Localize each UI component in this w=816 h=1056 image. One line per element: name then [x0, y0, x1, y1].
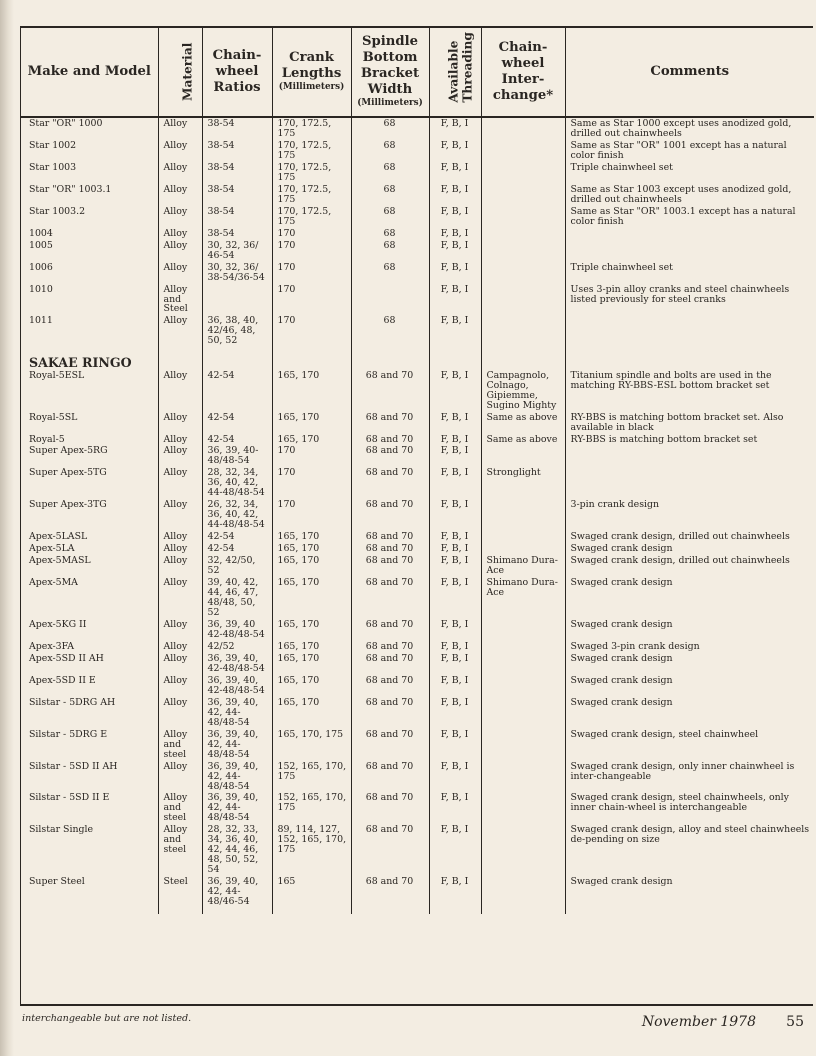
- table-row: [21, 824, 814, 876]
- spindle-width-cell: 68 and 70: [351, 445, 429, 467]
- spindle-width-cell: 68 and 70: [351, 577, 429, 619]
- ratios-cell: 38-54: [202, 162, 272, 184]
- spindle-width-cell: 68: [351, 315, 429, 347]
- ratios-cell: 36, 39, 40, 42, 44-48/48-54: [202, 761, 272, 793]
- ratios-cell: 36, 39, 40-48/48-54: [202, 445, 272, 467]
- issue-date: November 1978: [641, 1014, 756, 1030]
- crank-lengths-cell: 165, 170: [272, 555, 351, 577]
- crank-lengths-cell: 170, 172.5, 175: [272, 140, 351, 162]
- comments-cell: Swaged crank design, steel chainwheels, only inner chain-wheel is interchangeable: [565, 792, 814, 824]
- header-crank-lengths: Crank Lengths (Millimeters): [272, 28, 351, 117]
- interchange-cell: [481, 653, 565, 675]
- table-row: [21, 140, 814, 162]
- comments-cell: Titanium spindle and bolts are used in the matching RY-BBS-ESL bottom bracket set: [565, 370, 814, 412]
- interchange-cell: [481, 876, 565, 908]
- material-cell: Alloy: [158, 761, 202, 793]
- crank-lengths-cell: 170: [272, 228, 351, 240]
- table-row: [21, 240, 814, 262]
- material-cell: Alloy: [158, 162, 202, 184]
- ratios-cell: 42-54: [202, 434, 272, 446]
- crank-lengths-cell: 170: [272, 262, 351, 284]
- table-row: [21, 697, 814, 729]
- table-row: [21, 876, 814, 908]
- table-row: [21, 206, 814, 228]
- spindle-width-cell: 68 and 70: [351, 697, 429, 729]
- comments-cell: Swaged crank design, drilled out chainwheels: [565, 555, 814, 577]
- threading-cell: F, B, I: [429, 792, 481, 824]
- ratios-cell: 36, 39, 40, 42, 44-48/48-54: [202, 697, 272, 729]
- comments-cell: Same as Star "OR" 1003.1 except has a natural color finish: [565, 206, 814, 228]
- model-cell: Apex-5SD II E: [29, 674, 96, 686]
- threading-cell: F, B, I: [429, 117, 481, 140]
- material-cell: Alloy: [158, 697, 202, 729]
- crank-lengths-cell: 170: [272, 315, 351, 347]
- crank-lengths-cell: 170: [272, 284, 351, 316]
- table-row: [21, 653, 814, 675]
- material-cell: Alloy: [158, 577, 202, 619]
- comments-cell: [565, 445, 814, 467]
- ratios-cell: 42-54: [202, 543, 272, 555]
- material-cell: Alloy: [158, 262, 202, 284]
- ratios-cell: 36, 39, 40 42-48/48-54: [202, 619, 272, 641]
- material-cell: Alloy: [158, 206, 202, 228]
- model-cell: Super Steel: [29, 876, 85, 888]
- crank-lengths-cell: 152, 165, 170, 175: [272, 761, 351, 793]
- threading-cell: F, B, I: [429, 653, 481, 675]
- threading-cell: F, B, I: [429, 675, 481, 697]
- chainwheel-spec-table: [21, 28, 814, 914]
- comments-cell: [565, 315, 814, 347]
- interchange-cell: Stronglight: [481, 467, 565, 499]
- threading-cell: F, B, I: [429, 228, 481, 240]
- threading-cell: F, B, I: [429, 370, 481, 412]
- model-cell: Star 1002: [29, 139, 77, 151]
- ratios-cell: 32, 42/50, 52: [202, 555, 272, 577]
- interchange-cell: [481, 761, 565, 793]
- material-cell: Alloy: [158, 675, 202, 697]
- interchange-cell: [481, 729, 565, 761]
- threading-cell: F, B, I: [429, 445, 481, 467]
- crank-lengths-cell: 165, 170: [272, 434, 351, 446]
- spindle-width-cell: 68 and 70: [351, 653, 429, 675]
- model-cell: Star 1003: [29, 161, 77, 173]
- ratios-cell: 42-54: [202, 370, 272, 412]
- table-row: [21, 531, 814, 543]
- interchange-cell: [481, 675, 565, 697]
- threading-cell: F, B, I: [429, 531, 481, 543]
- material-cell: Alloy: [158, 555, 202, 577]
- model-cell: Silstar - 5DRG AH: [29, 696, 116, 708]
- interchange-cell: [481, 531, 565, 543]
- threading-cell: F, B, I: [429, 499, 481, 531]
- interchange-cell: [481, 697, 565, 729]
- comments-cell: Triple chainwheel set: [565, 162, 814, 184]
- ratios-cell: 39, 40, 42, 44, 46, 47, 48/48, 50, 52: [202, 577, 272, 619]
- interchange-cell: [481, 619, 565, 641]
- crank-lengths-cell: 165, 170: [272, 412, 351, 434]
- threading-cell: F, B, I: [429, 761, 481, 793]
- comments-cell: RY-BBS is matching bottom bracket set. Also available in black: [565, 412, 814, 434]
- threading-cell: F, B, I: [429, 824, 481, 876]
- threading-cell: F, B, I: [429, 641, 481, 653]
- section-title: SAKAE RINGO: [29, 355, 132, 370]
- spindle-width-cell: 68: [351, 117, 429, 140]
- threading-cell: F, B, I: [429, 697, 481, 729]
- spindle-width-cell: 68 and 70: [351, 499, 429, 531]
- model-cell: Super Apex-3TG: [29, 499, 107, 511]
- header-chainwheel-interchange: Chain-wheel Inter-change*: [481, 28, 565, 117]
- threading-cell: F, B, I: [429, 729, 481, 761]
- spindle-width-cell: 68: [351, 240, 429, 262]
- comments-cell: Swaged crank design, alloy and steel chainwheels de-pending on size: [565, 824, 814, 876]
- ratios-cell: 38-54: [202, 117, 272, 140]
- threading-cell: F, B, I: [429, 543, 481, 555]
- comments-cell: Swaged 3-pin crank design: [565, 641, 814, 653]
- model-cell: Apex-5LA: [29, 543, 75, 555]
- spindle-width-cell: 68 and 70: [351, 675, 429, 697]
- model-cell: Apex-5MASL: [29, 555, 91, 567]
- table-row: [21, 577, 814, 619]
- crank-lengths-cell: 89, 114, 127, 152, 165, 170, 175: [272, 824, 351, 876]
- crank-lengths-cell: 165, 170, 175: [272, 729, 351, 761]
- comments-cell: Swaged crank design: [565, 619, 814, 641]
- threading-cell: F, B, I: [429, 206, 481, 228]
- page-number: 55: [786, 1014, 804, 1030]
- spindle-width-cell: 68 and 70: [351, 641, 429, 653]
- header-chainwheel-ratios: Chain-wheel Ratios: [202, 28, 272, 117]
- spindle-width-cell: 68 and 70: [351, 555, 429, 577]
- table-row: [21, 370, 814, 412]
- threading-cell: F, B, I: [429, 577, 481, 619]
- interchange-cell: [481, 543, 565, 555]
- threading-cell: F, B, I: [429, 315, 481, 347]
- crank-lengths-cell: 165, 170: [272, 697, 351, 729]
- model-cell: Apex-3FA: [29, 640, 75, 652]
- crank-lengths-cell: 165, 170: [272, 577, 351, 619]
- material-cell: Alloy: [158, 117, 202, 140]
- threading-cell: F, B, I: [429, 162, 481, 184]
- threading-cell: F, B, I: [429, 140, 481, 162]
- material-cell: Alloy and steel: [158, 792, 202, 824]
- comments-cell: Swaged crank design: [565, 876, 814, 908]
- spindle-width-cell: 68: [351, 206, 429, 228]
- model-cell: Royal-5SL: [29, 411, 78, 423]
- crank-lengths-cell: 170: [272, 445, 351, 467]
- crank-lengths-cell: 170, 172.5, 175: [272, 206, 351, 228]
- table-row: [21, 467, 814, 499]
- comments-cell: [565, 240, 814, 262]
- material-cell: Alloy: [158, 531, 202, 543]
- interchange-cell: [481, 792, 565, 824]
- ratios-cell: 42-54: [202, 412, 272, 434]
- interchange-cell: [481, 499, 565, 531]
- threading-cell: F, B, I: [429, 434, 481, 446]
- interchange-cell: Campagnolo, Colnago, Gipiemme, Sugino Mighty: [481, 370, 565, 412]
- ratios-cell: 42-54: [202, 531, 272, 543]
- interchange-cell: Same as above: [481, 412, 565, 434]
- table-row: [21, 315, 814, 347]
- threading-cell: F, B, I: [429, 876, 481, 908]
- model-cell: 1010: [29, 283, 53, 295]
- comments-cell: Swaged crank design: [565, 543, 814, 555]
- comments-cell: Swaged crank design: [565, 697, 814, 729]
- threading-cell: F, B, I: [429, 184, 481, 206]
- comments-cell: Triple chainwheel set: [565, 262, 814, 284]
- section-row: [21, 353, 814, 369]
- ratios-cell: 36, 39, 40, 42, 44-48/48-54: [202, 792, 272, 824]
- table-row: [21, 792, 814, 824]
- spindle-width-cell: 68 and 70: [351, 619, 429, 641]
- table-row: [21, 184, 814, 206]
- material-cell: Alloy: [158, 653, 202, 675]
- interchange-cell: Shimano Dura-Ace: [481, 577, 565, 619]
- spec-table-frame: [20, 26, 813, 1006]
- spindle-width-cell: 68: [351, 262, 429, 284]
- ratios-cell: 36, 38, 40, 42/46, 48, 50, 52: [202, 315, 272, 347]
- ratios-cell: 30, 32, 36/ 46-54: [202, 240, 272, 262]
- model-cell: Silstar - 5DRG E: [29, 728, 108, 740]
- material-cell: Alloy: [158, 434, 202, 446]
- crank-lengths-cell: 165, 170: [272, 531, 351, 543]
- comments-cell: RY-BBS is matching bottom bracket set: [565, 434, 814, 446]
- page-binding-edge: [0, 0, 14, 1056]
- comments-cell: Same as Star 1003 except uses anodized gold, drilled out chainwheels: [565, 184, 814, 206]
- spindle-width-cell: 68 and 70: [351, 543, 429, 555]
- ratios-cell: 38-54: [202, 184, 272, 206]
- table-row: [21, 262, 814, 284]
- spindle-width-cell: 68 and 70: [351, 467, 429, 499]
- spindle-width-cell: 68 and 70: [351, 761, 429, 793]
- model-cell: 1011: [29, 315, 53, 327]
- threading-cell: F, B, I: [429, 284, 481, 316]
- table-header-row: [21, 28, 814, 117]
- crank-lengths-cell: 165, 170: [272, 675, 351, 697]
- ratios-cell: 30, 32, 36/ 38-54/36-54: [202, 262, 272, 284]
- interchange-cell: Same as above: [481, 434, 565, 446]
- header-available-threading: Available Threading: [429, 28, 481, 117]
- crank-lengths-cell: 170: [272, 499, 351, 531]
- table-row: [21, 555, 814, 577]
- spindle-width-cell: 68 and 70: [351, 729, 429, 761]
- interchange-cell: Shimano Dura-Ace: [481, 555, 565, 577]
- interchange-cell: [481, 315, 565, 347]
- crank-lengths-cell: 165: [272, 876, 351, 908]
- model-cell: Silstar Single: [29, 824, 94, 836]
- comments-cell: Same as Star "OR" 1001 except has a natural color finish: [565, 140, 814, 162]
- material-cell: Alloy: [158, 543, 202, 555]
- interchange-cell: [481, 824, 565, 876]
- crank-lengths-cell: 170: [272, 240, 351, 262]
- threading-cell: F, B, I: [429, 467, 481, 499]
- ratios-cell: 42/52: [202, 641, 272, 653]
- interchange-cell: [481, 162, 565, 184]
- table-row: [21, 761, 814, 793]
- comments-cell: Same as Star 1000 except uses anodized gold, drilled out chainwheels: [565, 117, 814, 140]
- material-cell: Alloy: [158, 140, 202, 162]
- table-row: [21, 117, 814, 140]
- interchange-cell: [481, 445, 565, 467]
- table-row: [21, 228, 814, 240]
- spacer-row: [21, 908, 814, 914]
- footnote: interchangeable but are not listed.: [22, 1013, 192, 1024]
- model-cell: 1006: [29, 261, 53, 273]
- material-cell: Alloy: [158, 467, 202, 499]
- table-row: [21, 412, 814, 434]
- material-cell: Alloy: [158, 240, 202, 262]
- comments-cell: 3-pin crank design: [565, 499, 814, 531]
- comments-cell: Swaged crank design, drilled out chainwheels: [565, 531, 814, 543]
- table-row: [21, 729, 814, 761]
- model-cell: Apex-5SD II AH: [29, 652, 104, 664]
- ratios-cell: [202, 284, 272, 316]
- comments-cell: Swaged crank design: [565, 653, 814, 675]
- header-make-model: Make and Model: [21, 28, 158, 117]
- material-cell: Alloy: [158, 641, 202, 653]
- crank-lengths-cell: 165, 170: [272, 370, 351, 412]
- comments-cell: Uses 3-pin alloy cranks and steel chainwheels listed previously for steel cranks: [565, 284, 814, 316]
- spindle-width-cell: [351, 284, 429, 316]
- crank-lengths-cell: 152, 165, 170, 175: [272, 792, 351, 824]
- ratios-cell: 38-54: [202, 206, 272, 228]
- spindle-width-cell: 68 and 70: [351, 876, 429, 908]
- table-row: [21, 162, 814, 184]
- spindle-width-cell: 68 and 70: [351, 531, 429, 543]
- model-cell: Star "OR" 1003.1: [29, 183, 112, 195]
- model-cell: Royal-5: [29, 433, 65, 445]
- table-row: [21, 641, 814, 653]
- material-cell: Alloy: [158, 619, 202, 641]
- model-cell: Silstar - 5SD II E: [29, 792, 110, 804]
- interchange-cell: [481, 262, 565, 284]
- material-cell: Steel: [158, 876, 202, 908]
- model-cell: Super Apex-5TG: [29, 467, 107, 479]
- spindle-width-cell: 68: [351, 162, 429, 184]
- crank-lengths-cell: 170: [272, 467, 351, 499]
- ratios-cell: 36, 39, 40, 42-48/48-54: [202, 675, 272, 697]
- comments-cell: Swaged crank design: [565, 577, 814, 619]
- crank-lengths-cell: 165, 170: [272, 619, 351, 641]
- threading-cell: F, B, I: [429, 240, 481, 262]
- material-cell: Alloy: [158, 499, 202, 531]
- ratios-cell: 28, 32, 34, 36, 40, 42, 44-48/48-54: [202, 467, 272, 499]
- spindle-width-cell: 68: [351, 140, 429, 162]
- model-cell: Apex-5KG II: [29, 618, 87, 630]
- model-cell: Apex-5LASL: [29, 531, 88, 543]
- spindle-width-cell: 68 and 70: [351, 370, 429, 412]
- threading-cell: F, B, I: [429, 412, 481, 434]
- material-cell: Alloy: [158, 370, 202, 412]
- model-cell: Royal-5ESL: [29, 369, 85, 381]
- table-row: [21, 445, 814, 467]
- spindle-width-cell: 68 and 70: [351, 824, 429, 876]
- ratios-cell: 36, 39, 40, 42, 44-48/46-54: [202, 876, 272, 908]
- crank-lengths-cell: 165, 170: [272, 543, 351, 555]
- ratios-cell: 38-54: [202, 228, 272, 240]
- crank-lengths-cell: 165, 170: [272, 653, 351, 675]
- model-cell: 1005: [29, 239, 53, 251]
- table-row: [21, 675, 814, 697]
- material-cell: Alloy: [158, 412, 202, 434]
- table-row: [21, 499, 814, 531]
- threading-cell: F, B, I: [429, 619, 481, 641]
- crank-lengths-cell: 170, 172.5, 175: [272, 184, 351, 206]
- model-cell: 1004: [29, 227, 53, 239]
- model-cell: Star 1003.2: [29, 205, 86, 217]
- threading-cell: F, B, I: [429, 262, 481, 284]
- interchange-cell: [481, 117, 565, 140]
- material-cell: Alloy and Steel: [158, 284, 202, 316]
- ratios-cell: 26, 32, 34, 36, 40, 42, 44-48/48-54: [202, 499, 272, 531]
- spindle-width-cell: 68 and 70: [351, 434, 429, 446]
- comments-cell: Swaged crank design, steel chainwheel: [565, 729, 814, 761]
- interchange-cell: [481, 140, 565, 162]
- material-cell: Alloy: [158, 445, 202, 467]
- spindle-width-cell: 68: [351, 184, 429, 206]
- model-cell: Apex-5MA: [29, 577, 78, 589]
- comments-cell: [565, 228, 814, 240]
- ratios-cell: 36, 39, 40, 42, 44-48/48-54: [202, 729, 272, 761]
- comments-cell: Swaged crank design, only inner chainwheel is inter-changeable: [565, 761, 814, 793]
- spindle-width-cell: 68 and 70: [351, 412, 429, 434]
- header-material: Material: [158, 28, 202, 117]
- material-cell: Alloy: [158, 228, 202, 240]
- comments-cell: [565, 467, 814, 499]
- interchange-cell: [481, 284, 565, 316]
- model-cell: Super Apex-5RG: [29, 445, 108, 457]
- interchange-cell: [481, 184, 565, 206]
- model-cell: Silstar - 5SD II AH: [29, 760, 118, 772]
- interchange-cell: [481, 228, 565, 240]
- crank-lengths-cell: 170, 172.5, 175: [272, 162, 351, 184]
- interchange-cell: [481, 240, 565, 262]
- ratios-cell: 28, 32, 33, 34, 36, 40, 42, 44, 46, 48, 50, 52, 54: [202, 824, 272, 876]
- table-row: [21, 434, 814, 446]
- crank-lengths-cell: 165, 170: [272, 641, 351, 653]
- ratios-cell: 36, 39, 40, 42-48/48-54: [202, 653, 272, 675]
- header-comments: Comments: [565, 28, 814, 117]
- model-cell: Star "OR" 1000: [29, 118, 103, 129]
- ratios-cell: 38-54: [202, 140, 272, 162]
- table-row: [21, 543, 814, 555]
- header-spindle-width: Spindle Bottom Bracket Width (Millimeters): [351, 28, 429, 117]
- crank-lengths-cell: 170, 172.5, 175: [272, 117, 351, 140]
- interchange-cell: [481, 641, 565, 653]
- threading-cell: F, B, I: [429, 555, 481, 577]
- spindle-width-cell: 68 and 70: [351, 792, 429, 824]
- table-row: [21, 619, 814, 641]
- interchange-cell: [481, 206, 565, 228]
- material-cell: Alloy and steel: [158, 824, 202, 876]
- material-cell: Alloy: [158, 315, 202, 347]
- material-cell: Alloy and steel: [158, 729, 202, 761]
- table-row: [21, 284, 814, 316]
- comments-cell: Swaged crank design: [565, 675, 814, 697]
- spindle-width-cell: 68: [351, 228, 429, 240]
- material-cell: Alloy: [158, 184, 202, 206]
